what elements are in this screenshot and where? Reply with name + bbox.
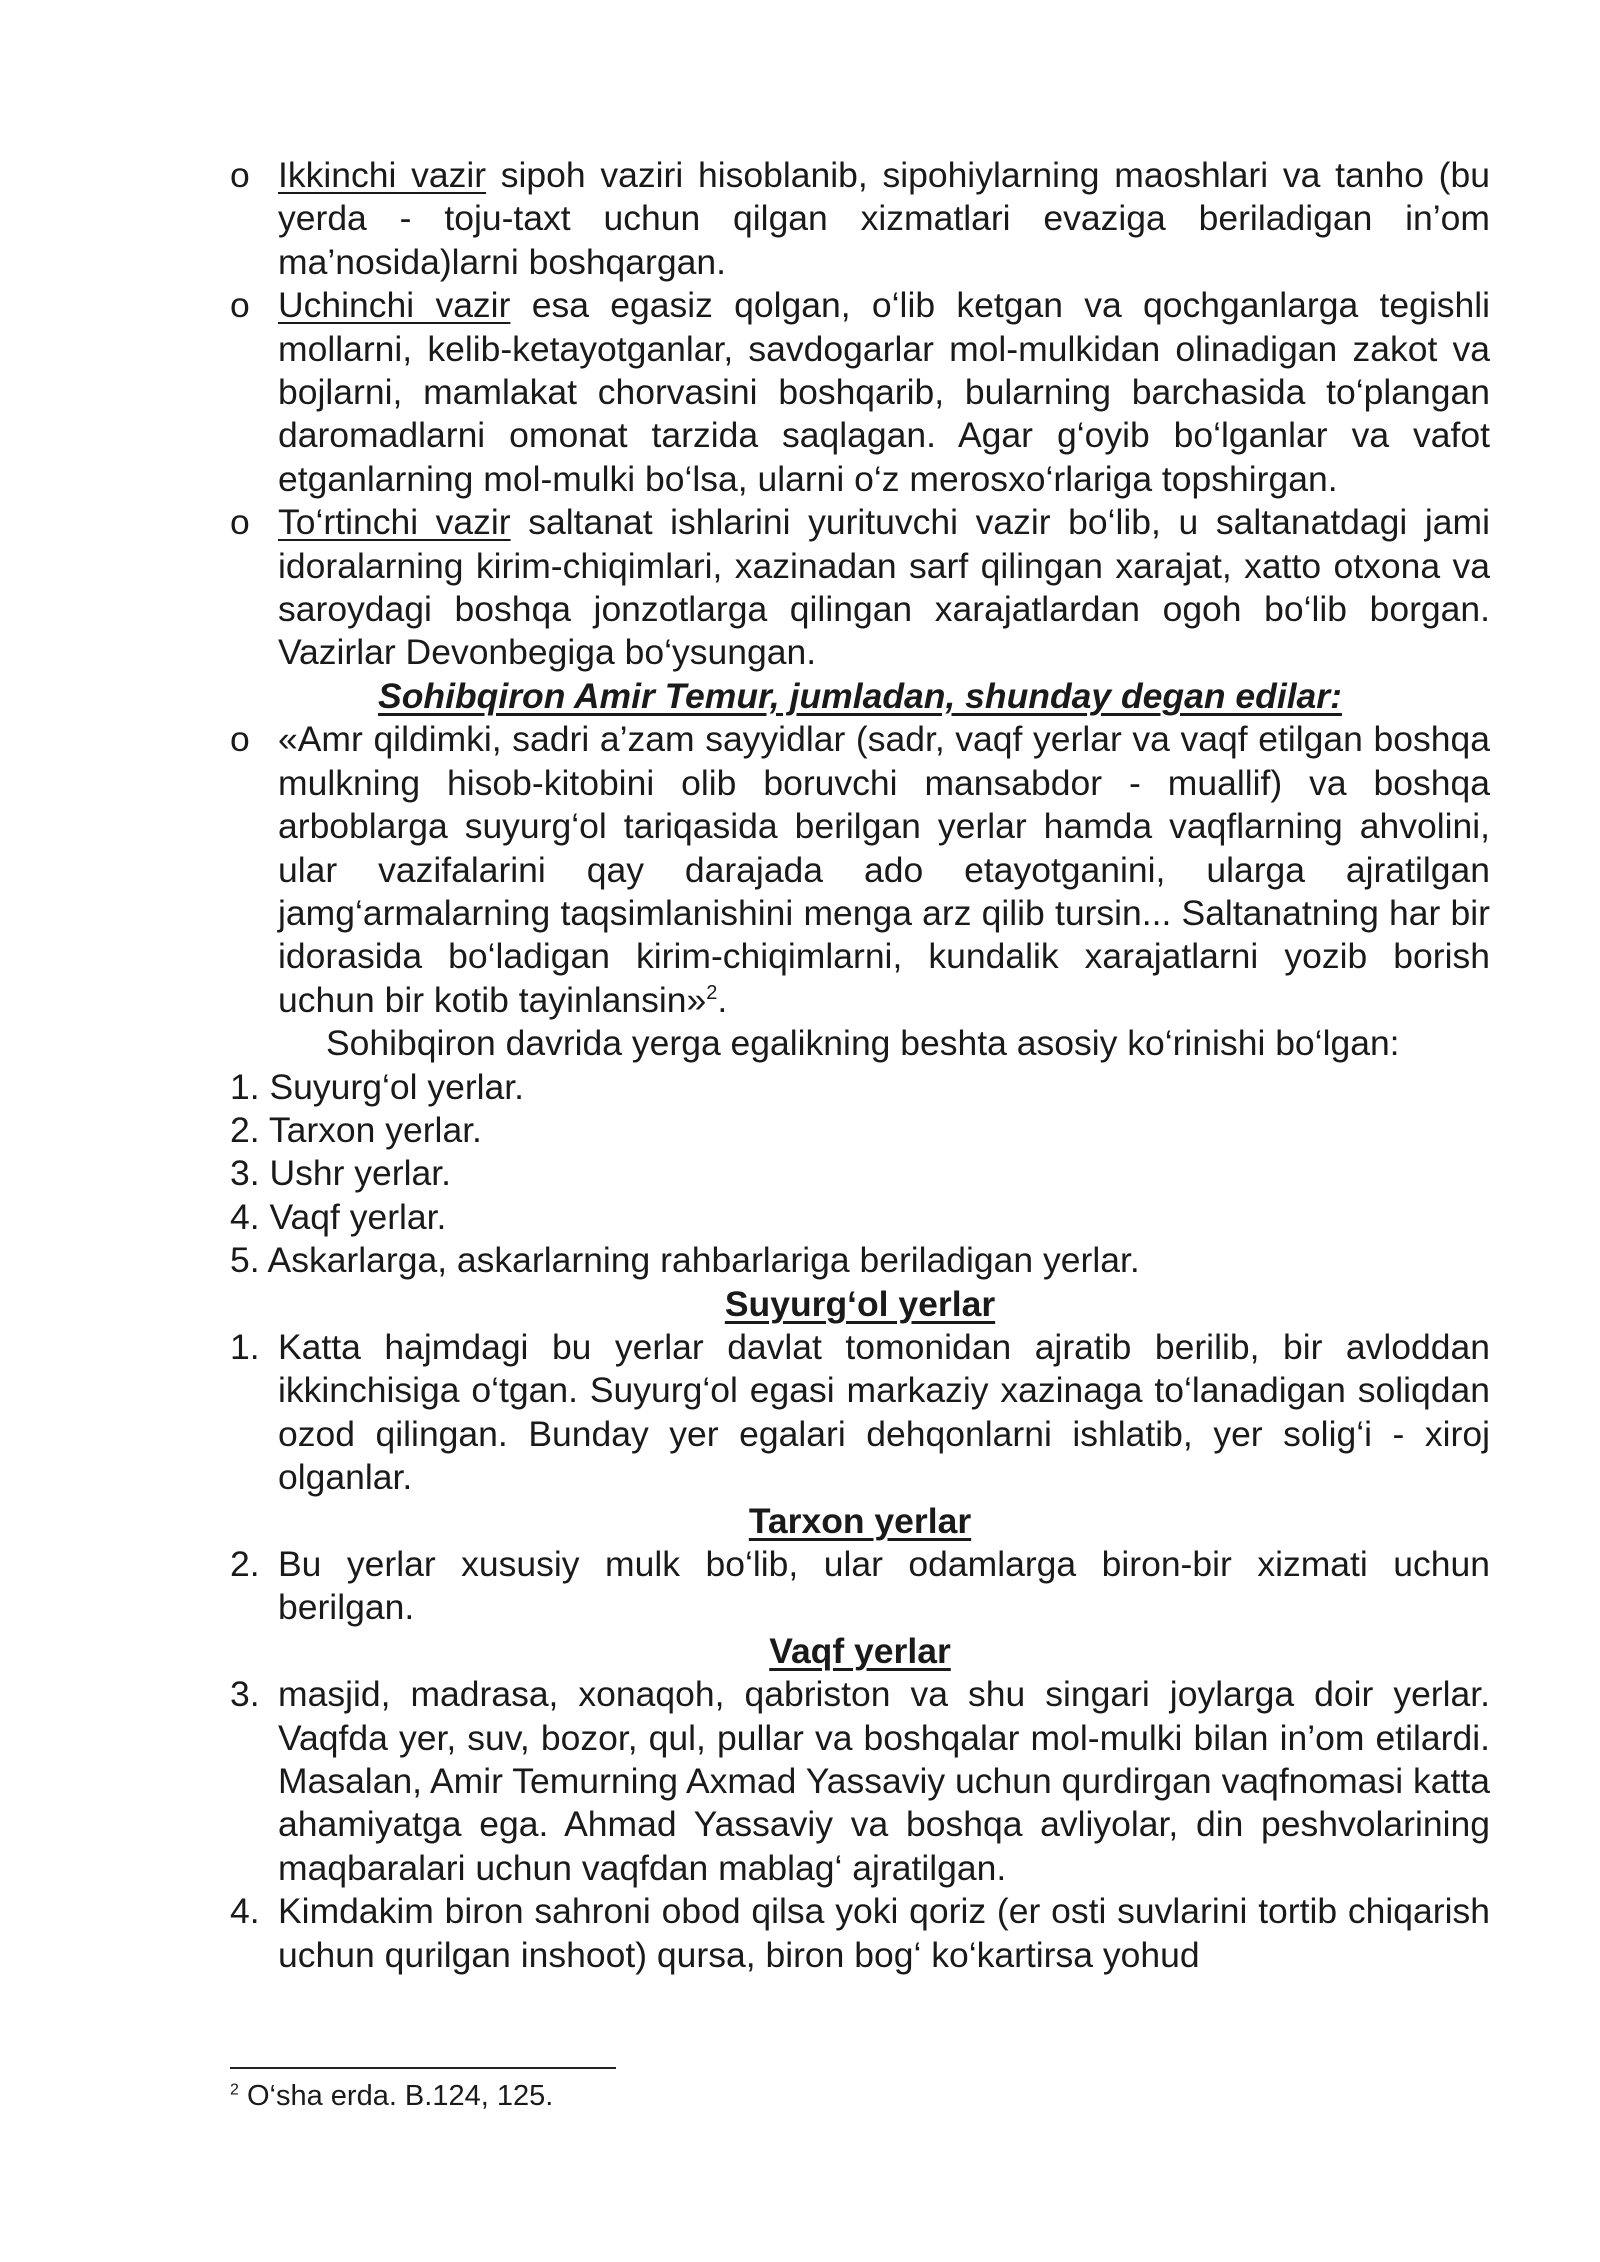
- item-text: Bu yerlar xususiy mulk bo‘lib, ular odamlarga biron-bir xizmati uchun berilgan.: [278, 1544, 1490, 1628]
- numbered-item: [230, 1543, 1490, 1630]
- bullet-marker: o: [230, 502, 250, 543]
- land-type-item: 5. Askarlarga, askarlarning rahbarlariga beriladigan yerlar.: [230, 1240, 1140, 1281]
- item-text: masjid, madrasa, xonaqoh, qabriston va shu singari joylarga doir yerlar. Vaqfda yer, suv, bozor, qul, pullar va boshqalar mol-mulki bilan in’om etilardi. Masalan, Amir Temurning Axmad Yassaviy uchun qurdirgan vaqfnomasi katta ahamiyatga ega. Ahmad Yassaviy va boshqa avliyolar, din peshvolarining maqbaralari uchun vaqfdan mablag‘ ajratilgan.: [278, 1674, 1490, 1888]
- quote-item: [230, 718, 1490, 1022]
- bullet-marker: o: [230, 719, 250, 760]
- numbered-item: [230, 1890, 1490, 1977]
- footnote-number: 2: [230, 2081, 239, 2099]
- numbered-item: [230, 1673, 1490, 1890]
- numbered-item: [230, 1326, 1490, 1500]
- number-marker: 4.: [230, 1891, 260, 1932]
- vazir-term: Ikkinchi vazir: [278, 155, 487, 195]
- intro-paragraph: Sohibqiron davrida yerga egalikning beshta asosiy ko‘rinishi bo‘lgan:: [326, 1023, 1400, 1064]
- footnote-ref[interactable]: 2: [706, 981, 718, 1004]
- item-text: Katta hajmdagi bu yerlar davlat tomonidan ajratib berilib, bir avloddan ikkinchisiga o‘tgan. Suyurg‘ol egasi markaziy xazinaga to‘lanadigan soliqdan ozod qilingan. Bunday yer egalari dehqonlarni ishlatib, yer solig‘i - xiroj olganlar.: [278, 1326, 1490, 1498]
- section-heading-text: Suyurg‘ol yerlar: [724, 1283, 996, 1324]
- section-heading-text: Tarxon yerlar: [748, 1500, 972, 1541]
- section-heading-vaqf: [230, 1630, 1490, 1673]
- number-marker: 1.: [230, 1326, 260, 1367]
- vazir-text: saltanat ishlarini yurituvchi vazir bo‘lib, u saltanatdagi jami idoralarning kirim-chiqimlari, xazinadan sarf qilingan xarajat, xatto otxona va saroydagi boshqa jonzotlarga qilingan xarajatlardan ogoh bo‘lib borgan. Vazirlar Devonbegiga bo‘ysungan.: [278, 502, 1490, 673]
- quote-heading-text: Sohibqiron Amir Temur, jumladan, shunday degan edilar:: [378, 675, 1342, 716]
- vazir-text: esa egasiz qolgan, o‘lib ketgan va qochganlarga tegishli mollarni, kelib-ketayotganlar, savdogarlar mol-mulkidan olinadigan zakot va bojlarni, mamlakat chorvasini boshqarib, bularning barchasida to‘plangan daromadlarni omonat tarzida saqlagan. Agar g‘oyib bo‘lganlar va vafot etganlarning mol-mulki bo‘lsa, ularni o‘z merosxo‘rlariga topshirgan.: [278, 285, 1490, 499]
- quote-heading: [230, 675, 1490, 718]
- land-type-item: 2. Tarxon yerlar.: [230, 1109, 482, 1150]
- vazir-term: Uchinchi vazir: [278, 285, 511, 326]
- bullet-marker: o: [230, 155, 250, 195]
- vazir-item-3: [230, 284, 1490, 501]
- number-marker: 3.: [230, 1674, 260, 1715]
- bullet-marker: o: [230, 285, 250, 326]
- quote-text: «Amr qildimki, sadri a’zam sayyidlar (sadr, vaqf yerlar va vaqf etilgan boshqa mulkning hisob-kitobini olib boruvchi mansabdor - muallif) va boshqa arboblarga suyurg‘ol tariqasida berilgan yerlar hamda vaqflarning ahvolini, ular vazifalarini qay darajada ado etayotganini, ularga ajratilgan jamg‘armalarning taqsimlanishini menga arz qilib tursin... Saltanatning har bir idorasida bo‘ladigan kirim-chiqimlarni, kundalik xarajatlarni yozib borish uchun bir kotib tayinlansin»: [278, 719, 1490, 1020]
- land-type-item: 1. Suyurg‘ol yerlar.: [230, 1066, 525, 1107]
- vazir-text: sipoh vaziri hisoblanib, sipohiylarning maoshlari va tanho (bu yerda - toju-taxt uchun qilgan xizmatlari evaziga beriladigan in’om ma’nosida)larni boshqargan.: [278, 155, 1490, 282]
- page-content: [230, 154, 1490, 1977]
- footnote-divider: [230, 2067, 616, 2069]
- vazir-term: To‘rtinchi vazir: [278, 502, 511, 543]
- quote-end: .: [717, 979, 728, 1020]
- vazir-item-4: [230, 501, 1490, 675]
- section-heading-tarxon: [230, 1500, 1490, 1543]
- number-marker: 2.: [230, 1544, 260, 1584]
- land-type-item: 3. Ushr yerlar.: [230, 1153, 451, 1194]
- footnote: [230, 2078, 553, 2114]
- item-text: Kimdakim biron sahroni obod qilsa yoki qoriz (er osti suvlarini tortib chiqarish uchun qurilgan inshoot) qursa, biron bog‘ ko‘kartirsa yohud: [278, 1891, 1490, 1975]
- footnote-text: O‘sha erda. B.124, 125.: [238, 2080, 554, 2112]
- section-heading-suyurgol: [230, 1283, 1490, 1326]
- vazir-item-2: [230, 154, 1490, 284]
- section-heading-text: Vaqf yerlar: [769, 1630, 951, 1671]
- land-type-item: 4. Vaqf yerlar.: [230, 1196, 447, 1237]
